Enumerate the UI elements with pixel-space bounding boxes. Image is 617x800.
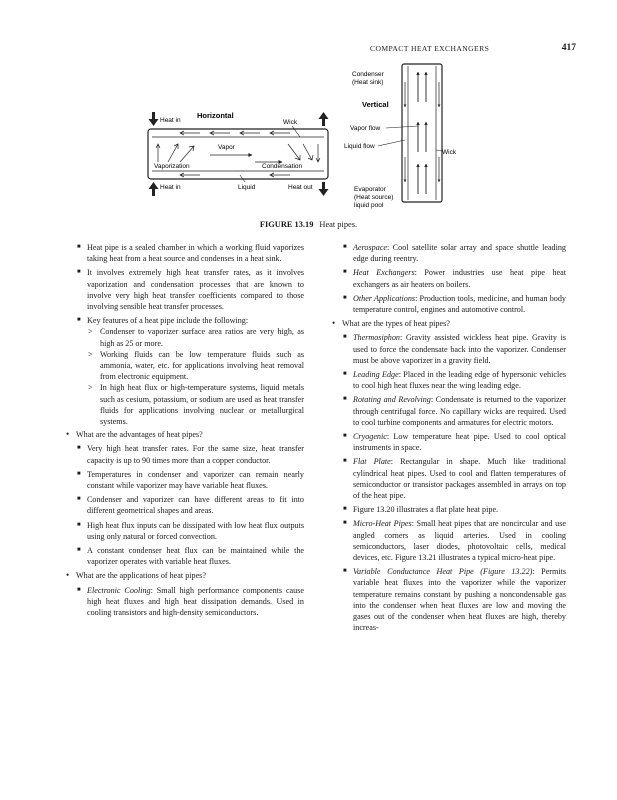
wick-vertical-label: Wick [442,149,457,156]
list-item: > In high heat flux or high-temperature systems, liquid metals such as cesium, potassium, or sodium are used as heat transfer fluids for applications involving nuclear or metallurgical systems. [88,383,304,427]
list-item: ■ Cryogenic: Low temperature heat pipe. Used to cool optical instruments in space. [343,432,566,453]
vapor-flow-label: Vapor flow [350,125,381,132]
condenser-label-2: (Heat sink) [352,79,384,86]
horizontal-title: Horizontal [197,111,234,120]
heat-out-label: Heat out [288,184,313,191]
wick-bottom-arrows [180,173,290,177]
list-item: ■ Temperatures in condenser and vaporizer can remain nearly constant while vaporizer may have variable heat fluxes. [77,469,304,491]
list-item: ■ Heat Exchangers: Power industries use heat pipe heat exchangers as air heaters on boilers. [343,268,567,289]
list-item: ■ Rotating and Revolving: Condensate is returned to the vaporizer through centrifugal force. No capillary wicks are required. Used to cool turbine components and armatures for electric motors. [343,395,566,427]
list-item: ■ Condenser and vaporizer can have different areas to fit into different geometrical shapes and areas. [77,495,304,516]
question-item: • What are the types of heat pipes? [332,318,450,329]
vertical-liquid-arrows [405,82,439,182]
figure-caption-text: Heat pipes. [319,220,358,229]
list-item: ■ Aerospace: Cool satellite solar array and space shuttle leading edge during reentry. [343,243,566,264]
liquid-label: Liquid [238,184,256,191]
question-item: • What are the advantages of heat pipes? [66,429,203,440]
list-item: ■ Heat pipe is a sealed chamber in which a working fluid vaporizes taking heat from a heat source and condenses in a heat sink. [77,243,304,264]
heat-out-bottom-arrow [319,182,329,196]
condensation-arrows [288,144,320,162]
heat-in-top-label: Heat in [160,117,181,124]
list-item: ■ Key features of a heat pipe include the following: [77,316,249,326]
wick-pointer [292,126,300,137]
figure-label: FIGURE 13.19 [259,220,314,229]
evaporator-label-1: Evaporator [354,186,386,193]
condensation-label: Condensation [262,163,303,170]
list-item: > Working fluids can be low temperature fluids such as ammonia, water, etc. for applications involving heat removal from electronic equipment. [88,349,304,382]
list-item: ■ Very high heat transfer rates. For the same size, heat transfer capacity is up to 90 times more than a copper conductor. [77,444,304,465]
heat-in-bottom-arrow [149,182,159,196]
wick-top-arrows [180,131,290,135]
vaporization-arrows [156,144,194,162]
list-item: ■ Thermosiphon: Gravity assisted wickless heat pipe. Gravity is used to force the condensate back into the vaporizer. Condenser must be above vaporizer in a gravity field. [343,333,566,365]
list-item: ■ Other Applications: Production tools, medicine, and human body temperature control, engines and automotive control. [343,293,566,315]
right-column [330,242,566,637]
horizontal-pipe-body [148,129,328,179]
vertical-heat-pipe [344,64,457,209]
question-item: • What are the applications of heat pipes? [66,570,206,581]
running-header [370,44,576,53]
left-column [64,242,304,621]
evaporator-label-2: (Heat source) [354,194,394,201]
page-number: 417 [561,43,576,53]
list-item: ■ It involves extremely high heat transfer rates, as it involves vaporization and condensation processes that are known to involve very high heat transfer coefficients compared to those involving sensible heat transfer processes. [77,268,304,312]
list-item: ■ Flat Plate: Rectangular in shape. Much like traditional cylindrical heat pipes. Used to cool and flatten temperatures of semiconductor or transistor packages assembled in arrays on top of the heat pipe. [343,457,566,501]
vapor-label: Vapor [218,144,235,151]
evaporator-label-3: liquid pool [354,202,384,209]
heat-pipe-figure [140,62,457,214]
list-item: ■ Variable Conductance Heat Pipe (Figure 13.22): Permits variable heat fluxes into the vaporizer while the vaporizer temperature remains constant by pushing a noncondensable gas into the condenser when heat fluxes are low and moving the gases out of the condenser when heat fluxes are high, thereby increas- [343,567,566,633]
list-item: ■ Leading Edge: Placed in the leading edge of hypersonic vehicles to cool high heat fluxes near the wing leading edge. [343,370,567,391]
wick-horizontal-label: Wick [283,119,298,126]
list-item: ■ Micro-Heat Pipes: Small heat pipes that are noncircular and use angled corners as liquid arteries. Used in cooling semiconductors, laser diodes, photovoltaic cells, medical devices, etc. Figure 13.21 illustrates a typical micro-heat pipe. [343,519,566,563]
liquid-flow-pointer [378,140,405,146]
heat-out-top-arrow [319,112,329,126]
vertical-vapor-arrows [418,72,426,194]
list-item: ■ Figure 13.20 illustrates a flat plate heat pipe. [343,505,499,515]
list-item: ■ High heat flux inputs can be dissipated with low heat flux outputs using only natural or forced convection. [77,520,304,541]
list-item: ■ A constant condenser heat flux can be maintained while the vaporizer operates with variable heat fluxes. [77,546,304,567]
liquid-flow-label: Liquid flow [344,143,375,150]
horizontal-heat-pipe [148,111,329,196]
condenser-label-1: Condenser [352,71,384,78]
heat-in-top-arrow [149,112,159,126]
vertical-title: Vertical [362,100,389,109]
figure-caption [0,220,617,229]
vaporization-label: Vaporization [154,163,190,170]
running-title: COMPACT HEAT EXCHANGERS [370,44,490,53]
list-item: > Condenser to vaporizer surface area ratios are very high, as high as 25 or more. [88,327,304,348]
heat-in-bottom-label: Heat in [160,184,181,191]
list-item: ■ Electronic Cooling: Small high performance components cause high heat fluxes and high heat dissipation demands. Used in cooling transistors and high-density semiconductors. [77,585,304,618]
